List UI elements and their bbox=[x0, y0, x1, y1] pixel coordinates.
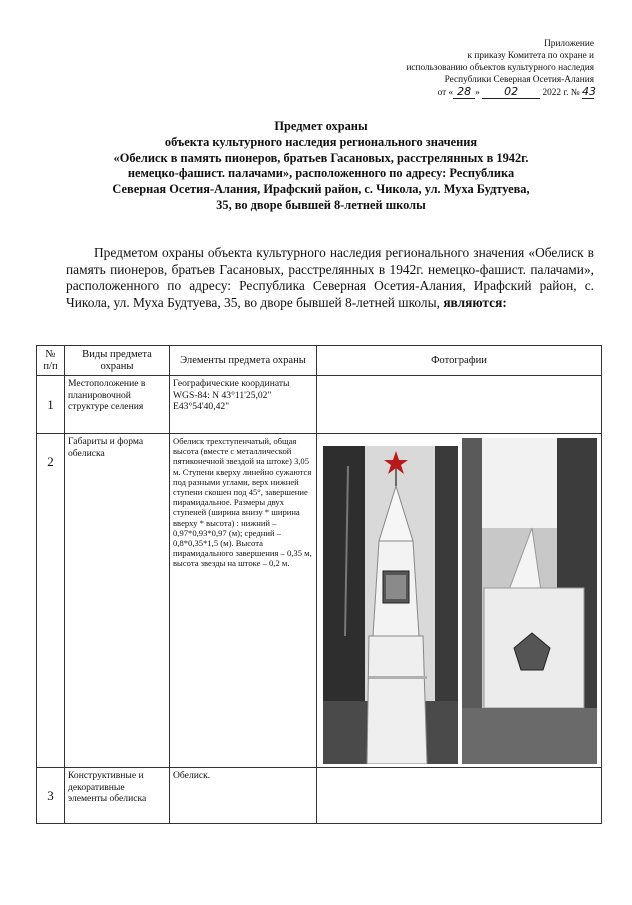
approval-line: к приказу Комитета по охране и bbox=[467, 51, 594, 61]
approval-date-line bbox=[294, 86, 594, 99]
table-row bbox=[37, 434, 602, 768]
obelisk-photo-front bbox=[323, 446, 458, 764]
row-photos-empty bbox=[317, 376, 602, 434]
title-line: объекта культурного наследия регионального значения bbox=[164, 134, 478, 149]
approval-line: Республики Северная Осетия-Алания bbox=[444, 75, 594, 85]
obelisk-photo-detail bbox=[462, 438, 597, 764]
date-year: 2022 г. № bbox=[542, 88, 580, 98]
title-line: Предмет охраны bbox=[274, 119, 368, 133]
table-row bbox=[37, 376, 602, 434]
row-num: 2 bbox=[37, 434, 65, 768]
row-element: Обелиск. bbox=[170, 768, 317, 824]
row-photos bbox=[317, 434, 602, 768]
row-num: 1 bbox=[37, 376, 65, 434]
row-type: Габариты и форма обелиска bbox=[65, 434, 170, 768]
table-header-row bbox=[37, 346, 602, 376]
title-line: немецко-фашист. палачами», расположенного по адресу: Республика bbox=[127, 166, 515, 181]
row-element: Обелиск трехступенчатый, общая высота (вместе с металлической пятиконечной звездой на штоке) 3,05 м. Ступени кверху линейно сужаются под разными углами, верх нижней ступени скошен под 45°, завершение пирамидальное. Размеры двух ступеней (ширина внизу * ширина вверху * высота) : нижний – 0,97*0,93*0,97 (м); средний – 0,8*0,35*1,5 (м). Высота пирамидального завершения – 0,35 м, высота звезды на штоке – 0,2 м. bbox=[170, 434, 317, 768]
header-num: № п/п bbox=[37, 346, 65, 376]
date-mid: » bbox=[475, 88, 480, 98]
date-day-handwritten: 28 bbox=[453, 86, 475, 99]
header-photos: Фотографии bbox=[317, 346, 602, 376]
document-title bbox=[50, 119, 592, 214]
row-photos-empty bbox=[317, 768, 602, 824]
header-elements: Элементы предмета охраны bbox=[170, 346, 317, 376]
intro-text: Предметом охраны объекта культурного наследия регионального значения «Обелиск в память пионеров, братьев Гасановых, расстрелянных в 1942г. немецко-фашист. палачами», расположенного по адресу: Республика Северная Осетия-Алания, Ирафский район, с. Чикола, ул. Муха Будтуева, 35, во дворе бывшей 8-летней школы, bbox=[66, 245, 594, 310]
date-prefix: от « bbox=[437, 88, 454, 98]
date-month-handwritten: 02 bbox=[482, 86, 540, 99]
approval-line: использованию объектов культурного наследия bbox=[406, 63, 594, 73]
row-num: 3 bbox=[37, 768, 65, 824]
protection-table bbox=[36, 345, 602, 824]
approval-block bbox=[294, 38, 594, 99]
row-element: Географические координаты WGS-84: N 43°11'25,02" E43°54'40,42" bbox=[170, 376, 317, 434]
title-line: Северная Осетия-Алания, Ирафский район, с. Чикола, ул. Муха Будтуева, bbox=[112, 182, 530, 197]
row-type: Конструктивные и декоративные элементы обелиска bbox=[65, 768, 170, 824]
header-types: Виды предмета охраны bbox=[65, 346, 170, 376]
row-type: Местоположение в планировочной структуре селения bbox=[65, 376, 170, 434]
intro-paragraph bbox=[66, 245, 594, 311]
order-number-handwritten: 43 bbox=[582, 85, 596, 98]
intro-bold: являются: bbox=[443, 294, 507, 310]
title-line: 35, во дворе бывшей 8-летней школы bbox=[216, 197, 426, 212]
table-row bbox=[37, 768, 602, 824]
title-line: «Обелиск в память пионеров, братьев Гасановых, расстрелянных в 1942г. bbox=[113, 150, 529, 165]
approval-line: Приложение bbox=[544, 39, 594, 49]
